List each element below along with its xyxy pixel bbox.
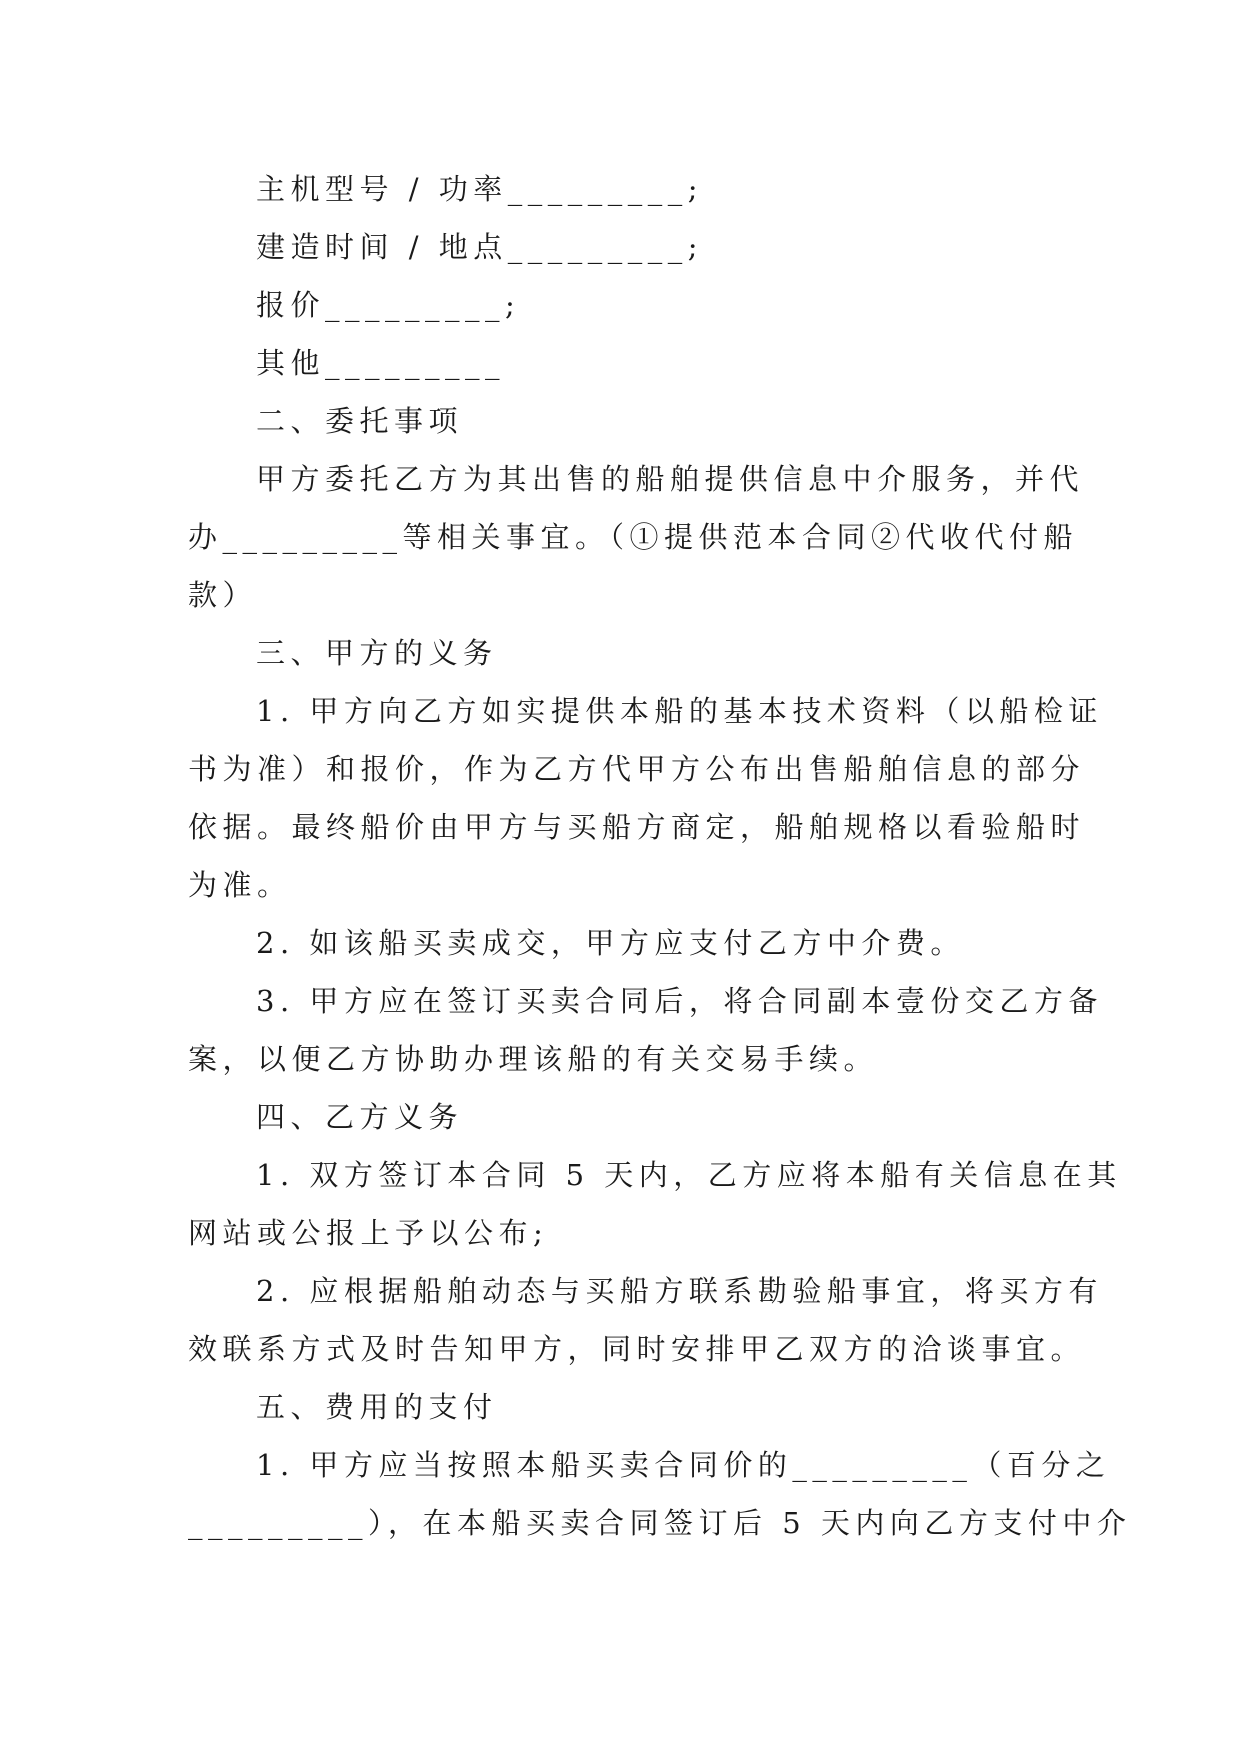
text-line: 3. 甲方应在签订买卖合同后，将合同副本壹份交乙方备	[256, 984, 1103, 1018]
text-line: 1. 甲方向乙方如实提供本船的基本技术资料（以船检证	[256, 694, 1103, 728]
text-line: 款）	[188, 578, 258, 612]
text-line: 1. 双方签订本合同 5 天内，乙方应将本船有关信息在其	[256, 1158, 1122, 1192]
text-line: 办_________等相关事宜。（①提供范本合同②代收代付船	[188, 520, 1079, 554]
text-line: _________），在本船买卖合同签订后 5 天内向乙方支付中介	[188, 1506, 1132, 1540]
document-body	[188, 160, 1132, 1552]
text-line: 2. 如该船买卖成交，甲方应支付乙方中介费。	[256, 926, 965, 960]
text-line: 2. 应根据船舶动态与买船方联系勘验船事宜，将买方有	[256, 1274, 1103, 1308]
text-line: 甲方委托乙方为其出售的船舶提供信息中介服务，并代	[256, 462, 1085, 496]
text-line: 为准。	[188, 868, 292, 902]
section-heading: 四、乙方义务	[256, 1100, 464, 1134]
text-line: 其他_________	[256, 346, 506, 380]
text-line: 报价_________;	[256, 288, 521, 322]
section-heading: 二、委托事项	[256, 404, 464, 438]
text-line: 1. 甲方应当按照本船买卖合同价的_________（百分之	[256, 1448, 1111, 1482]
text-line: 建造时间 / 地点_________;	[256, 230, 703, 264]
text-line: 效联系方式及时告知甲方，同时安排甲乙双方的洽谈事宜。	[188, 1332, 1086, 1366]
text-line: 案，以便乙方协助办理该船的有关交易手续。	[188, 1042, 879, 1076]
section-heading: 五、费用的支付	[256, 1390, 498, 1424]
text-line: 主机型号 / 功率_________;	[256, 172, 703, 206]
text-line: 依据。最终船价由甲方与买船方商定，船舶规格以看验船时	[188, 810, 1086, 844]
text-line: 网站或公报上予以公布;	[188, 1216, 549, 1250]
section-heading: 三、甲方的义务	[256, 636, 498, 670]
text-line: 书为准）和报价，作为乙方代甲方公布出售船舶信息的部分	[188, 752, 1086, 786]
